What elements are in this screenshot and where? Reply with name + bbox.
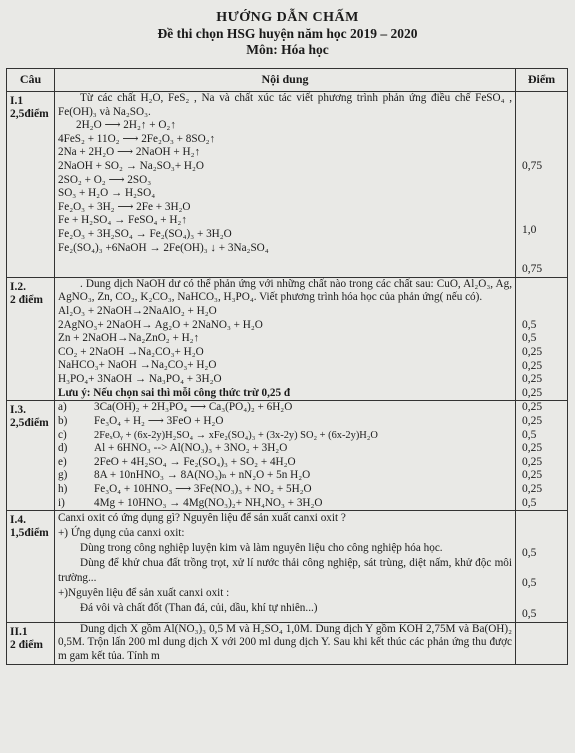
q12-score-6: 0,25 (522, 386, 543, 399)
q14-score-1: 0,5 (522, 547, 537, 560)
q21-label: II.1 2 điểm (7, 622, 55, 664)
q13-score-c: 0,5 (522, 428, 537, 441)
q13-scores (516, 401, 568, 511)
header-noi-dung: Nội dung (55, 69, 516, 92)
q13-score-a: 0,25 (522, 401, 543, 414)
q11-content (55, 92, 516, 278)
table-row-q11 (7, 92, 568, 278)
q12-intro: . Dung dịch NaOH dư có thể phản ứng với những chất nào trong các chất sau: CuO, Al₂O₃, Ag, AgNO₃, Zn, CO₂, K₂CO₃, NaHCO₃, H₃PO₄. Viết phương trình hóa học của phản ứng( nếu có). (58, 277, 512, 304)
q12-score-2: 0,5 (522, 332, 537, 345)
q12-label: I.2. 2 điểm (7, 277, 55, 401)
q11-eq-2: 4FeS₂ + 11O₂ ⟶ 2Fe₂O₃ + 8SO₂↑ (58, 132, 216, 145)
table-row-q13 (7, 401, 568, 511)
q11-eq-1: 2H₂O ⟶ 2H₂↑ + O₂↑ (76, 119, 176, 132)
q13-row-c: c) 2FeₓOᵧ + (6x-2y)H₂SO₄ → xFe₂(SO₄)₃ + (3x-2y) SO₂ + (6x-2y)H₂O (58, 428, 378, 441)
q13-content (55, 401, 516, 511)
q13-row-h: h) Fe₃O₄ + 10HNO₃ ⟶ 3Fe(NO₃)₃ + NO₂ + 5H₂O (58, 482, 312, 495)
q13-row-a: a) 3Ca(OH)₂ + 2H₃PO₄ ⟶ Ca₃(PO₄)₂ + 6H₂O (58, 401, 293, 414)
q11-score-1: 0,75 (522, 160, 543, 172)
q12-score-3: 0,25 (522, 345, 543, 358)
q11-eq-10: Fe₂(SO₄)₃ +6NaOH → 2Fe(OH)₃ ↓ + 3Na₂SO₄ (58, 241, 269, 254)
doc-title: HƯỚNG DẪN CHẤM (216, 10, 359, 25)
q13-score-h: 0,25 (522, 482, 543, 495)
q21-text: Dung dịch X gồm Al(NO₃)₃ 0,5 M và H₂SO₄ 1,0M. Dung dịch Y gồm KOH 2,75M và Ba(OH)₂ 0,5M. Trộn lấn 200 ml dung dịch X với 200 ml dung dịch Y. Sau khi kết thúc các phản ứng thu được m gam kết tủa. Tính m (58, 622, 512, 663)
q14-score-3: 0,5 (522, 608, 537, 621)
q13-score-b: 0,25 (522, 414, 543, 427)
q11-eq-5: 2SO₂ + O₂ ⟶ 2SO₃ (58, 173, 152, 186)
q14-use-1: Dùng trong công nghiệp luyện kim và làm nguyên liệu cho công nghiệp hóa học. (80, 542, 443, 555)
q12-scores (516, 277, 568, 401)
q13-label: I.3. 2,5điểm (7, 401, 55, 511)
q13-row-d: d) Al + 6HNO₃ --> Al(NO₃)₃ + 3NO₂ + 3H₂O (58, 442, 288, 455)
q12-eq-1: Al₂O₃ + 2NaOH→2NaAlO₂ + H₂O (58, 304, 217, 317)
q14-question: Canxi oxit có ứng dụng gì? Nguyên liệu để sản xuất canxi oxit ? (58, 512, 346, 525)
doc-subtitle: Đề thi chọn HSG huyện năm học 2019 – 2020 (157, 26, 418, 41)
header-diem: Điểm (516, 69, 568, 92)
q14-scores (516, 511, 568, 623)
q11-label: I.1 2,5điểm (7, 92, 55, 278)
q12-eq-4: CO₂ + 2NaOH →Na₂CO₃+ H₂O (58, 345, 204, 358)
q21-score (516, 622, 568, 664)
q11-eq-8: Fe + H₂SO₄ → FeSO₄ + H₂↑ (58, 214, 187, 227)
q12-eq-5: NaHCO₃+ NaOH →Na₂CO₃+ H₂O (58, 359, 217, 372)
q13-row-i: i) 4Mg + 10HNO₃ → 4Mg(NO₃)₂+ NH₄NO₃ + 3H₂O (58, 496, 323, 509)
q12-note: Lưu ý: Nếu chọn sai thì mỗi công thức trừ 0,25 đ (58, 386, 291, 399)
q12-eq-2: 2AgNO₃+ 2NaOH→ Ag₂O + 2NaNO₃ + H₂O (58, 318, 263, 331)
table-row-q12 (7, 277, 568, 401)
table-row-q14 (7, 511, 568, 623)
q13-score-d: 0,25 (522, 442, 543, 455)
header-cau: Câu (7, 69, 55, 92)
q11-eq-6: SO₃ + H₂O → H₂SO₄ (58, 187, 156, 200)
q13-score-i: 0,5 (522, 496, 537, 509)
q14-materials: Đá vôi và chất đốt (Than đá, củi, dầu, khí tự nhiên...) (80, 602, 318, 615)
q14-uses-heading: +) Ứng dụng của canxi oxit: (58, 527, 185, 540)
q11-intro: Từ các chất H₂O, FeS₂ , Na và chất xúc tác viết phương trình phản ứng điều chế FeSO₄ , Fe(OH)₃ và Na₂SO₃. (58, 92, 512, 118)
table-row-q21 (7, 622, 568, 664)
answer-table (6, 68, 568, 665)
q14-score-2: 0,5 (522, 576, 537, 589)
q13-row-g: g) 8A + 10nHNO₃ → 8A(NO₃)ₙ + nN₂O + 5n H₂O (58, 469, 311, 482)
q12-eq-6: H₃PO₄+ 3NaOH → Na₃PO₄ + 3H₂O (58, 372, 222, 385)
doc-subject: Môn: Hóa học (246, 42, 329, 57)
q12-eq-3: Zn + 2NaOH→Na₂ZnO₂ + H₂↑ (58, 332, 200, 345)
q12-content (55, 277, 516, 401)
q14-use-2: Dùng để khử chua đất trồng trọt, xử lí nước thải công nghiệp, sát trùng, diệt nấm, khử độc môi trường... (58, 557, 512, 585)
q13-score-g: 0,25 (522, 469, 543, 482)
q13-score-e: 0,25 (522, 455, 543, 468)
q14-materials-heading: +)Nguyên liệu để sản xuất canxi oxit : (58, 587, 230, 600)
q12-score-1: 0,5 (522, 318, 537, 331)
q12-score-5: 0,25 (522, 373, 543, 386)
q11-eq-9: Fe₂O₃ + 3H₂SO₄ → Fe₂(SO₄)₃ + 3H₂O (58, 227, 232, 240)
q11-scores (516, 92, 568, 278)
q13-row-b: b) Fe₃O₄ + H₂ ⟶ 3FeO + H₂O (58, 414, 224, 427)
q12-score-4: 0,25 (522, 359, 543, 372)
q14-label: I.4. 1,5điểm (7, 511, 55, 623)
q14-content (55, 511, 516, 623)
q11-score-3: 0,75 (522, 263, 543, 276)
table-header-row (7, 69, 568, 92)
q13-row-e: e) 2FeO + 4H₂SO₄ → Fe₂(SO₄)₃ + SO₂ + 4H₂O (58, 455, 296, 468)
q11-score-2: 1,0 (522, 223, 537, 236)
q11-eq-3: 2Na + 2H₂O ⟶ 2NaOH + H₂↑ (58, 146, 201, 159)
q11-eq-7: Fe₂O₃ + 3H₂ ⟶ 2Fe + 3H₂O (58, 200, 191, 213)
q21-content (55, 622, 516, 664)
q11-eq-4: 2NaOH + SO₂ → Na₂SO₃+ H₂O (58, 159, 204, 172)
